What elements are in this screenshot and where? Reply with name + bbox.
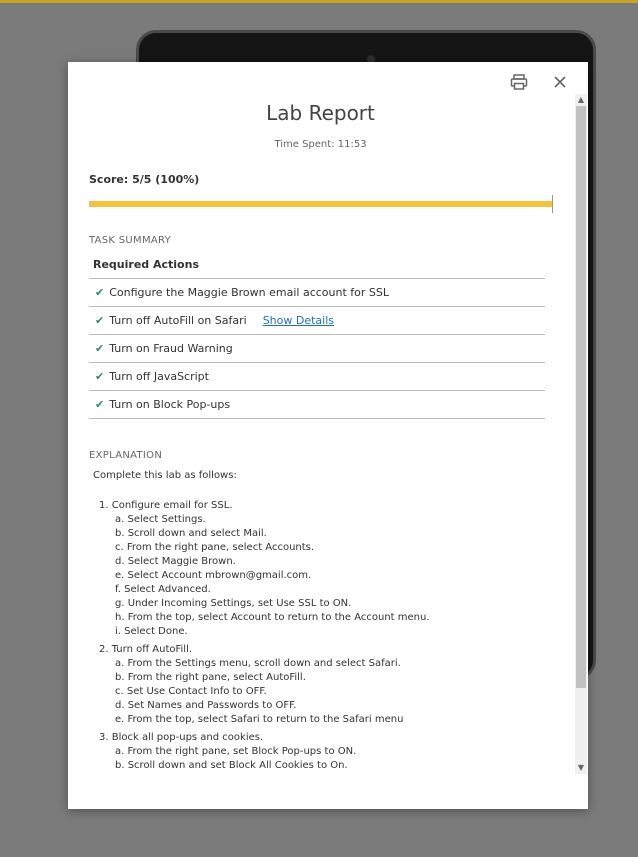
close-button[interactable]	[548, 70, 572, 94]
step-item: i. Select Done.	[115, 626, 188, 637]
step-title: 1. Configure email for SSL.	[99, 500, 233, 511]
printer-icon	[510, 74, 528, 90]
task-label: Turn off AutoFill on Safari	[109, 314, 247, 327]
score-progress-bar	[89, 201, 553, 207]
score-progress-fill	[89, 201, 553, 207]
close-icon	[553, 75, 567, 89]
time-spent: Time Spent: 11:53	[274, 139, 367, 150]
explanation-steps	[89, 499, 549, 777]
step-item: d. Set Names and Passwords to OFF.	[115, 700, 297, 711]
checkmark-icon: ✔	[95, 370, 105, 383]
step-item: h. From the top, select Account to return to the Account menu.	[115, 612, 430, 623]
lab-report-modal	[68, 62, 588, 809]
step-item: b. From the right pane, select AutoFill.	[115, 672, 306, 683]
step-block	[89, 731, 549, 773]
step-item: b. Scroll down and select Mail.	[115, 528, 267, 539]
report-title: Lab Report	[266, 101, 375, 125]
task-row	[89, 307, 545, 335]
task-label: Turn on Fraud Warning	[109, 342, 233, 355]
step-item: c. Set Use Contact Info to OFF.	[115, 686, 267, 697]
task-summary-table	[89, 252, 545, 419]
checkmark-icon: ✔	[95, 314, 105, 327]
task-row	[89, 391, 545, 419]
task-label: Configure the Maggie Brown email account for SSL	[109, 286, 389, 299]
step-block	[89, 499, 549, 639]
required-actions-header: Required Actions	[89, 252, 545, 279]
step-item: c. From the right pane, select Accounts.	[115, 542, 315, 553]
step-item: f. Select Advanced.	[115, 584, 211, 595]
step-item: d. Select Maggie Brown.	[115, 556, 236, 567]
task-row	[89, 279, 545, 307]
scroll-up-arrow-icon[interactable]: ▲	[577, 95, 585, 104]
top-accent-line	[0, 0, 638, 3]
step-title: 2. Turn off AutoFill.	[99, 644, 193, 655]
step-item: a. From the Settings menu, scroll down and select Safari.	[115, 658, 401, 669]
checkmark-icon: ✔	[95, 286, 105, 299]
explanation-intro: Complete this lab as follows:	[93, 470, 237, 481]
checkmark-icon: ✔	[95, 342, 105, 355]
checkmark-icon: ✔	[95, 398, 105, 411]
explanation-label: EXPLANATION	[89, 450, 163, 461]
task-summary-label: TASK SUMMARY	[89, 235, 172, 246]
step-item: g. Under Incoming Settings, set Use SSL to ON.	[115, 598, 352, 609]
task-label: Turn on Block Pop-ups	[109, 398, 231, 411]
scroll-down-arrow-icon[interactable]: ▼	[577, 763, 585, 772]
scrollbar-thumb[interactable]	[576, 106, 586, 688]
step-item: b. Scroll down and set Block All Cookies to On.	[115, 760, 348, 771]
score-text: Score: 5/5 (100%)	[89, 173, 200, 186]
step-item: e. Select Account mbrown@gmail.com.	[115, 570, 312, 581]
step-item: e. From the top, select Safari to return to the Safari menu	[115, 714, 404, 725]
print-button[interactable]	[507, 70, 531, 94]
task-label: Turn off JavaScript	[109, 370, 209, 383]
step-block	[89, 643, 549, 727]
task-row	[89, 363, 545, 391]
task-row	[89, 335, 545, 363]
progress-end-marker	[552, 195, 553, 213]
show-details-link[interactable]: Show Details	[262, 314, 334, 327]
step-item: a. Select Settings.	[115, 514, 206, 525]
step-item: a. From the right pane, set Block Pop-ups to ON.	[115, 746, 357, 757]
step-title: 3. Block all pop-ups and cookies.	[99, 732, 264, 743]
modal-scrollbar[interactable]	[575, 94, 587, 774]
